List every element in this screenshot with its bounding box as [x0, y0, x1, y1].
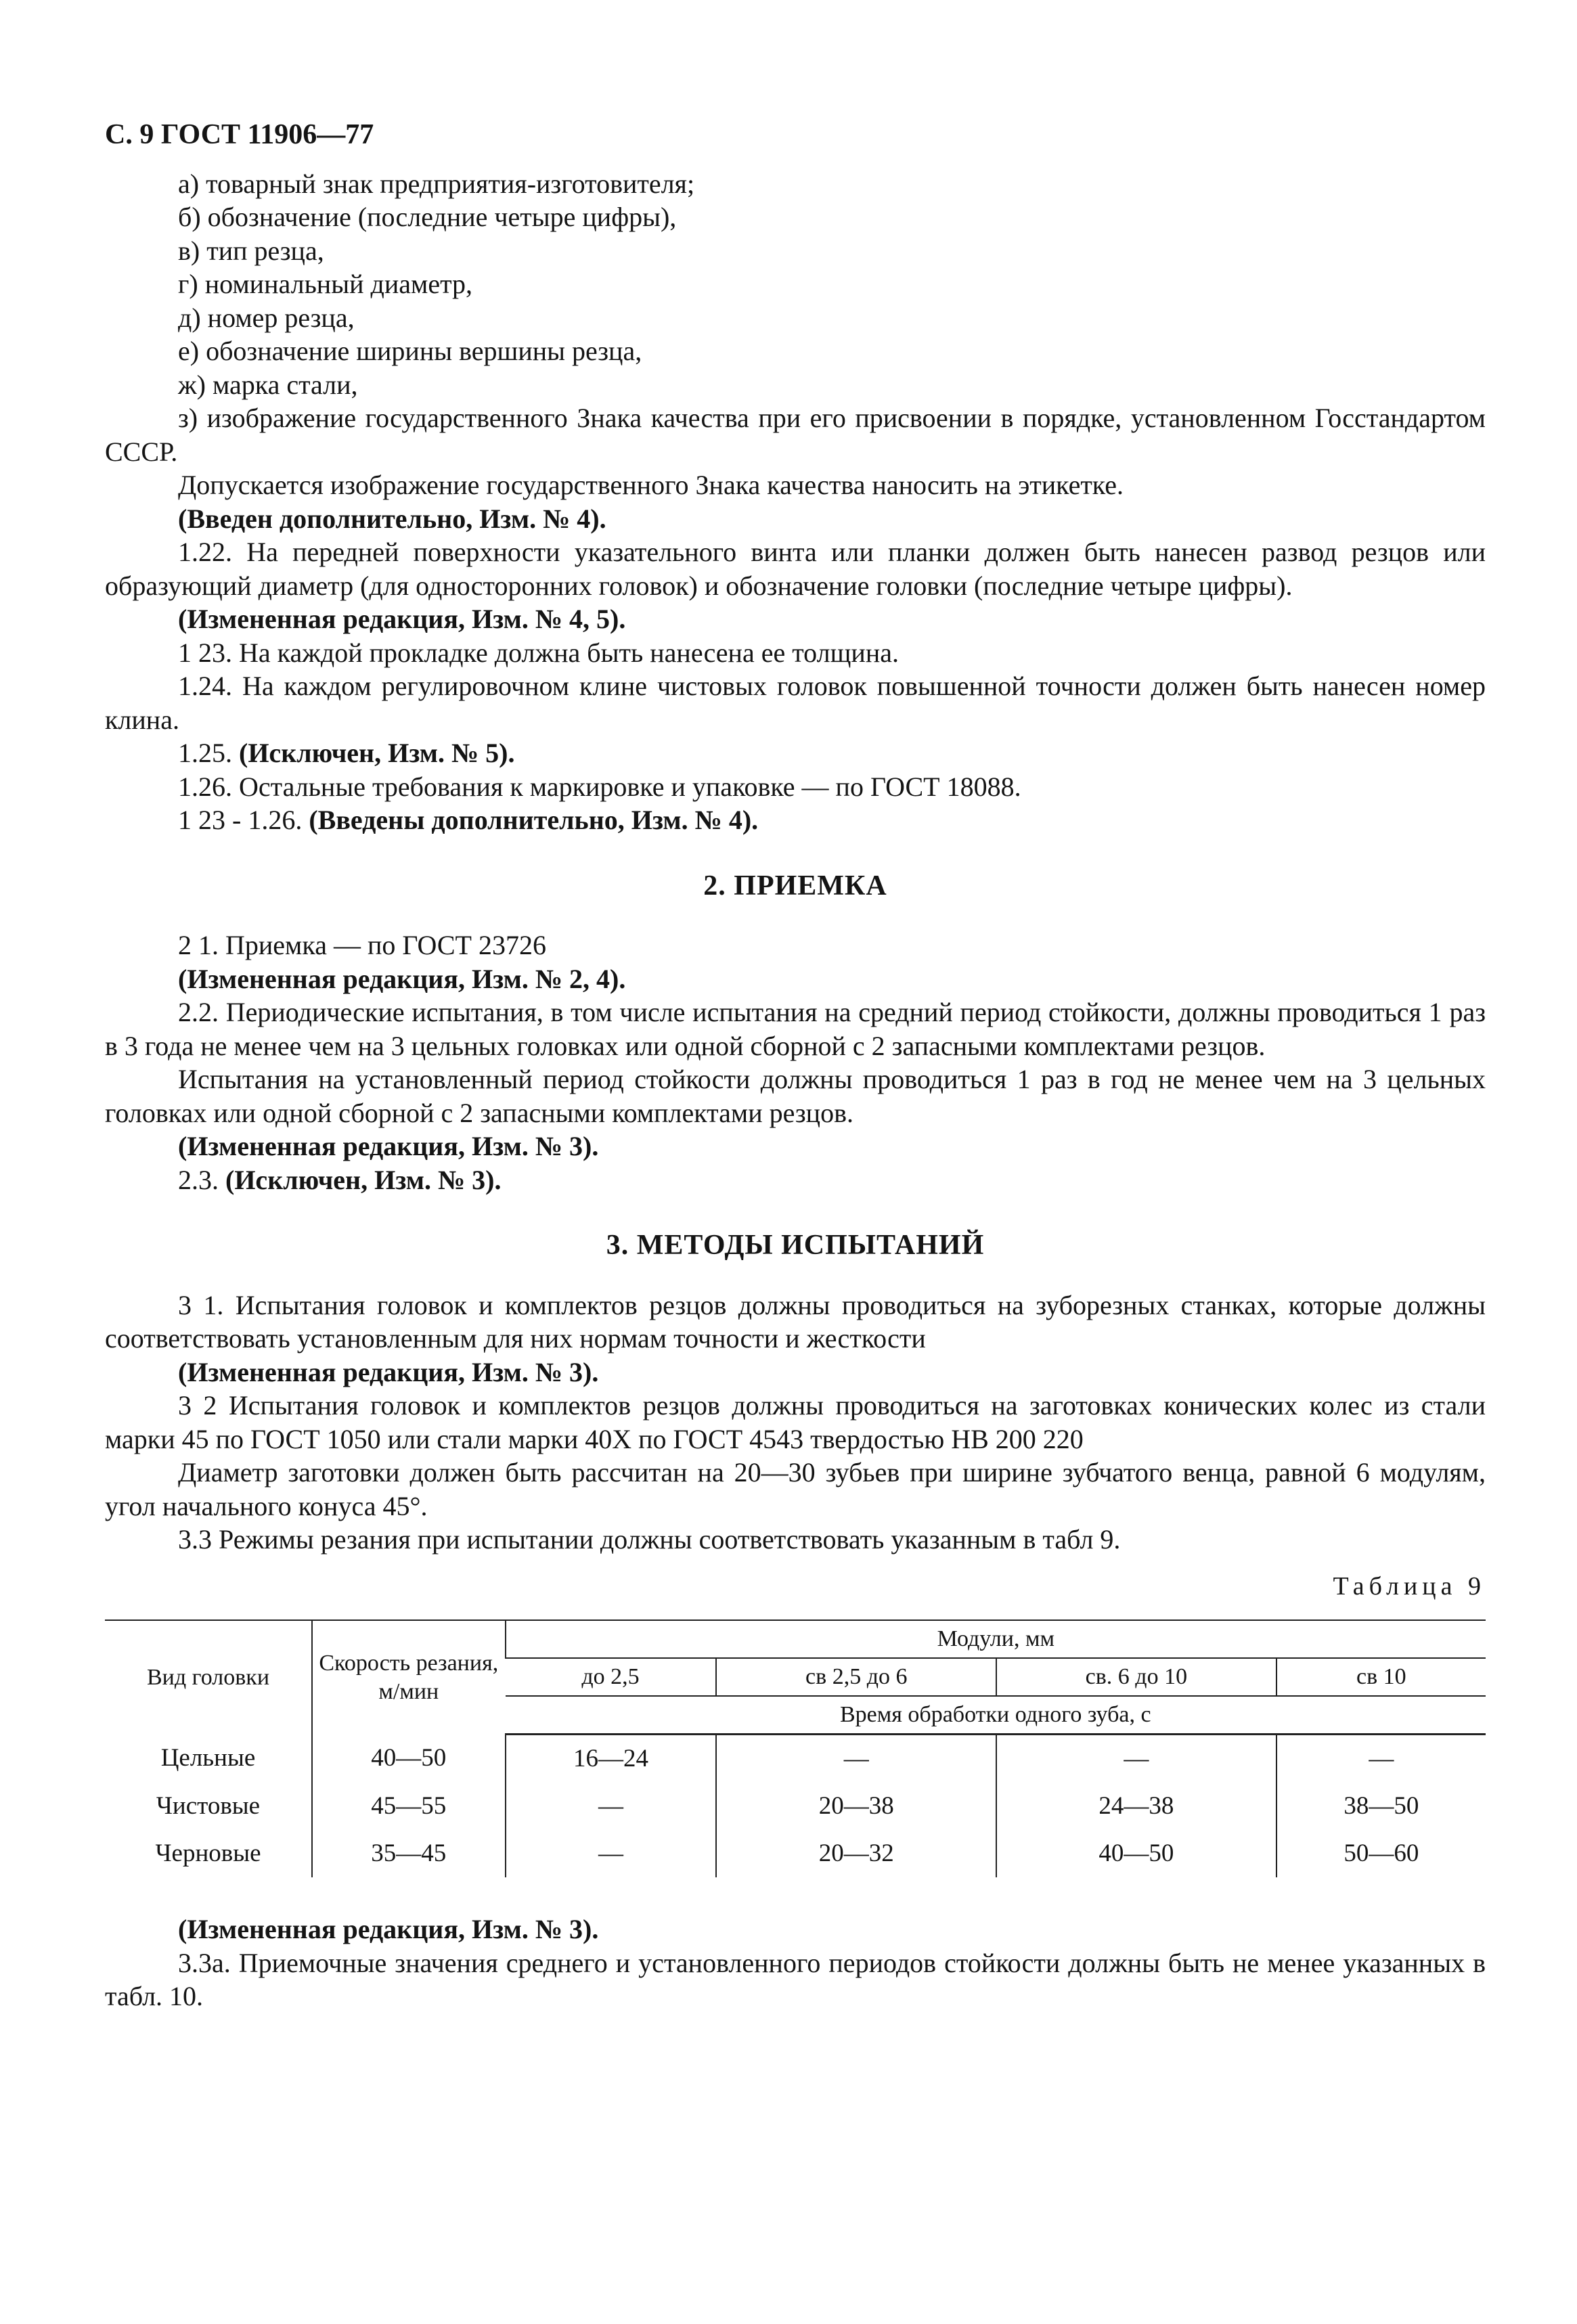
paragraph-1-22: 1.22. На передней поверхности указательного винта или планки должен быть нанесен развод резцов или образующий диаметр (для односторонних головок) и обозначение головки (последние четыре цифры).: [105, 537, 1486, 601]
table-cell: 45—55: [312, 1783, 506, 1830]
table-cell: 24—38: [996, 1783, 1276, 1830]
amendment-note: (Введены дополнительно, Изм. № 4).: [309, 805, 759, 835]
table-cell: Черновые: [155, 1839, 261, 1867]
amendment-note: (Введен дополнительно, Изм. № 4).: [178, 503, 606, 534]
table-cell: 20—38: [716, 1783, 996, 1830]
amendment-note: (Измененная редакция, Изм. № 3).: [178, 1914, 599, 1944]
list-item: ж) марка стали,: [178, 369, 358, 400]
amendment-note: (Измененная редакция, Изм. № 4, 5).: [178, 604, 626, 634]
table-cell: 35—45: [312, 1830, 506, 1877]
table-header: Время обработки одного зуба, с: [506, 1696, 1486, 1735]
table-cell: —: [506, 1830, 717, 1877]
paragraph-2-3: [105, 1163, 1486, 1197]
paragraph-2-1: 2 1. Приемка — по ГОСТ 23726: [178, 930, 546, 960]
table-cell: 40—50: [312, 1735, 506, 1783]
paragraph-2-2: 2.2. Периодические испытания, в том числе испытания на средний период стойкости, должны проводиться 1 раз в 3 года не менее чем на 3 цельных головках или одной сборной с 2 запасными комплектами резцов.: [105, 997, 1486, 1061]
list-item: а) товарный знак предприятия-изготовителя;: [178, 168, 695, 199]
table-row: [105, 1783, 1486, 1830]
table-cell: —: [716, 1735, 996, 1783]
paragraph-allowed: Допускается изображение государственного Знака качества наносить на этикетке.: [178, 470, 1124, 500]
table-cell: —: [1276, 1735, 1486, 1783]
list-item: г) номинальный диаметр,: [178, 269, 473, 299]
table-header: св. 6 до 10: [996, 1658, 1276, 1696]
table-cell: 20—32: [716, 1830, 996, 1877]
document-page: [105, 118, 1486, 2013]
list-item: д) номер резца,: [178, 302, 355, 333]
marking-list: [105, 167, 1486, 402]
table-header: Вид головки: [105, 1620, 312, 1735]
paragraph-range: [105, 803, 1486, 837]
paragraph-1-24: 1.24. На каждом регулировочном клине чистовых головок повышенной точности должен быть нанесен номер клина.: [105, 671, 1486, 735]
table-header: св 2,5 до 6: [716, 1658, 996, 1696]
table-cell: —: [996, 1735, 1276, 1783]
table-cell: Цельные: [160, 1744, 256, 1772]
clause-number: 2.3.: [178, 1164, 219, 1195]
table-header: до 2,5: [506, 1658, 717, 1696]
list-item-z: з) изображение государственного Знака качества при его присвоении в порядке, установленном Госстандартом СССР.: [105, 403, 1486, 467]
amendment-note: (Исключен, Изм. № 3).: [225, 1164, 502, 1195]
table-cell: Чистовые: [156, 1792, 261, 1820]
table-cell: —: [506, 1783, 717, 1830]
table-caption: Таблица 9: [1333, 1571, 1486, 1601]
paragraph-1-23: 1 23. На каждой прокладке должна быть нанесена ее толщина.: [178, 637, 899, 668]
list-item: в) тип резца,: [178, 235, 324, 266]
clause-number: 1.25.: [178, 738, 232, 768]
table-9: [105, 1619, 1486, 1877]
amendment-note: (Измененная редакция, Изм. № 3).: [178, 1131, 599, 1161]
paragraph-3-2: 3 2 Испытания головок и комплектов резцов должны проводиться на заготовках конических колес из стали марки 45 по ГОСТ 1050 или стали марки 40Х по ГОСТ 4543 твердостью НВ 200 220: [105, 1390, 1486, 1454]
list-item: е) обозначение ширины вершины резца,: [178, 336, 642, 366]
table-header: Скорость резания, м/мин: [312, 1620, 506, 1735]
amendment-note: (Измененная редакция, Изм. № 3).: [178, 1356, 599, 1387]
paragraph-3-1: 3 1. Испытания головок и комплектов резцов должны проводиться на зуборезных станках, которые должны соответствовать установленным для них нормам точности и жесткости: [105, 1289, 1486, 1354]
section-title-test-methods: 3. МЕТОДЫ ИСПЫТАНИЙ: [606, 1230, 985, 1261]
table-cell: 40—50: [996, 1830, 1276, 1877]
amendment-note: (Измененная редакция, Изм. № 2, 4).: [178, 963, 626, 994]
page-header: С. 9 ГОСТ 11906—77: [105, 119, 374, 150]
table-row: [105, 1735, 1486, 1783]
table-row: [105, 1830, 1486, 1877]
table-cell: 50—60: [1276, 1830, 1486, 1877]
amendment-note: (Исключен, Изм. № 5).: [239, 738, 515, 768]
table-header: св 10: [1276, 1658, 1486, 1696]
paragraph-1-25: [105, 736, 1486, 770]
paragraph-3-3a: 3.3а. Приемочные значения среднего и установленного периодов стойкости должны быть не менее указанных в табл. 10.: [105, 1947, 1486, 2011]
section-title-acceptance: 2. ПРИЕМКА: [703, 870, 887, 901]
table-header: Модули, мм: [506, 1620, 1486, 1658]
paragraph-2-2b: Испытания на установленный период стойкости должны проводиться 1 раз в год не менее чем на 3 цельных головках или одной сборной с 2 запасными комплектами резцов.: [105, 1064, 1486, 1128]
paragraph-3-2b: Диаметр заготовки должен быть рассчитан на 20—30 зубьев при ширине зубчатого венца, равной 6 модулям, угол начального конуса 45°.: [105, 1457, 1486, 1521]
list-item: б) обозначение (последние четыре цифры),: [178, 202, 677, 232]
paragraph-1-26: 1.26. Остальные требования к маркировке и упаковке — по ГОСТ 18088.: [178, 771, 1021, 802]
clause-number: 1 23 - 1.26.: [178, 805, 303, 835]
table-cell: 38—50: [1276, 1783, 1486, 1830]
table-cell: 16—24: [506, 1735, 717, 1783]
paragraph-3-3: 3.3 Режимы резания при испытании должны соответствовать указанным в табл 9.: [178, 1524, 1121, 1555]
